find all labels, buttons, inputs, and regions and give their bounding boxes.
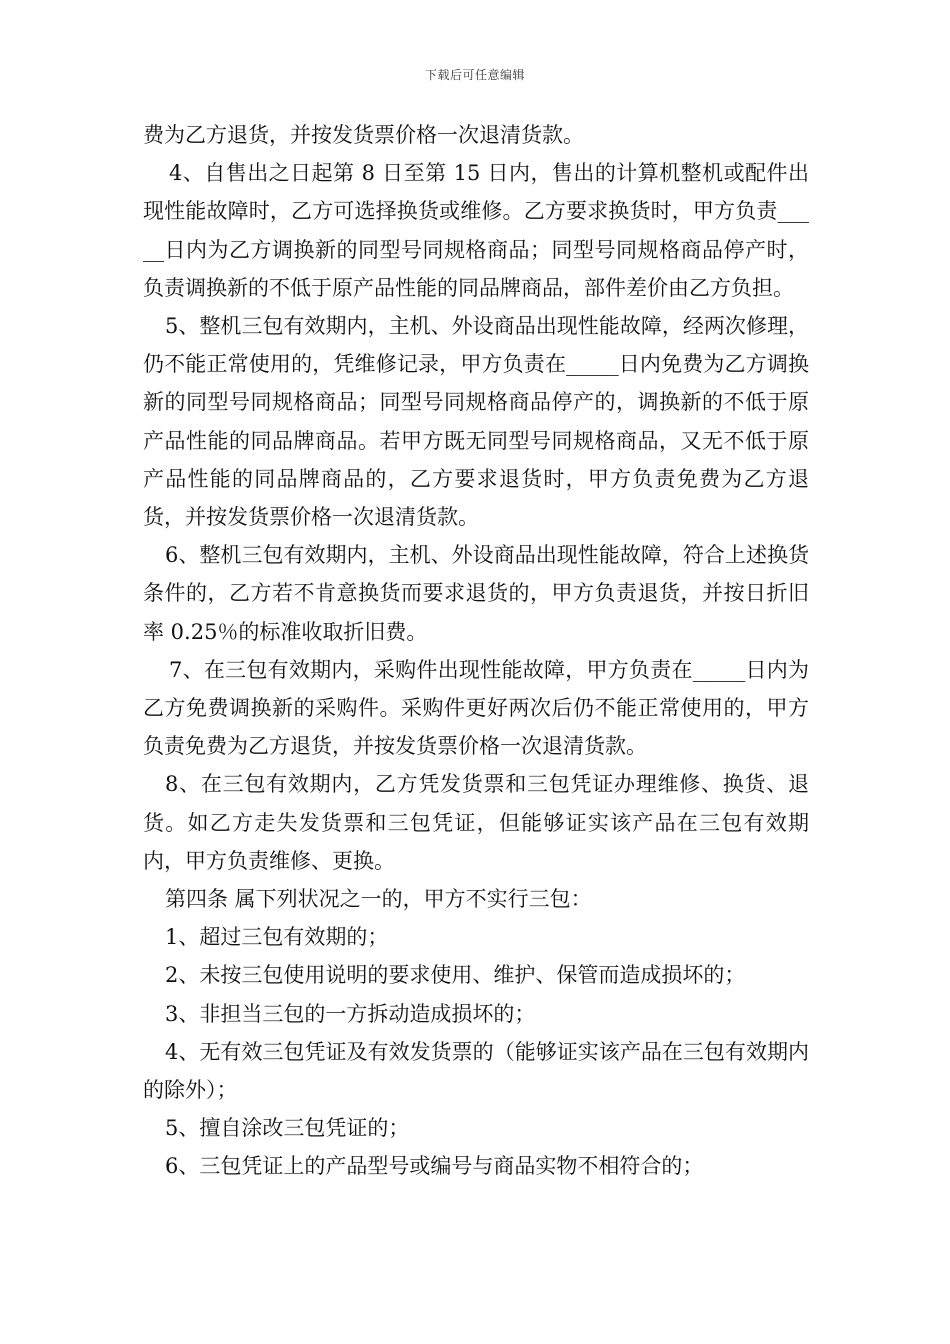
list-item-6: 6、三包凭证上的产品型号或编号与商品实物不相符合的； (165, 1154, 704, 1179)
article-4-heading: 第四条 属下列状况之一的，甲方不实行三包： (165, 887, 592, 912)
paragraph-clause-7: 7、在三包有效期内，采购件出现性能故障，甲方负责在_____日内为乙方免费调换新的采购件。采购件更好两次后仍不能正常使用的，甲方负责免费为乙方退货，并按发货票价格一次退清货款。 (143, 657, 809, 759)
list-item-3: 3、非担当三包的一方拆动造成损坏的； (165, 1001, 536, 1026)
paragraph-clause-5: 5、整机三包有效期内，主机、外设商品出现性能故障，经两次修理，仍不能正常使用的，凭维修记录，甲方负责在_____日内免费为乙方调换新的同型号同规格商品；同型号同规格商品停产的，调换新的不低于原产品性能的同品牌商品。若甲方既无同型号同规格商品，又无不低于原产品性能的同品牌商品的，乙方要求退货时，甲方负责免费为乙方退货，并按发货票价格一次退清货款。 (143, 314, 809, 530)
paragraph-clause-6: 6、整机三包有效期内，主机、外设商品出现性能故障，符合上述换货条件的，乙方若不肯意换货而要求退货的，甲方负责退货，并按日折旧率 0.25％的标准收取折旧费。 (143, 543, 809, 644)
page-header: 下载后可任意编辑 (424, 68, 525, 82)
list-item-4: 4、无有效三包凭证及有效发货票的（能够证实该产品在三包有效期内的除外）； (143, 1039, 809, 1103)
document-body (143, 116, 809, 1186)
list-item-2: 2、未按三包使用说明的要求使用、维护、保管而造成损坏的； (165, 963, 746, 988)
list-item-1: 1、超过三包有效期的； (165, 925, 389, 950)
paragraph-1: 费为乙方退货，并按发货票价格一次退清货款。 (143, 123, 584, 147)
list-item-5: 5、擅自涂改三包凭证的； (165, 1116, 410, 1141)
paragraph-clause-8: 8、在三包有效期内，乙方凭发货票和三包凭证办理维修、换货、退货。如乙方走失发货票和三包凭证，但能够证实该产品在三包有效期内，甲方负责维修、更换。 (143, 772, 809, 873)
paragraph-clause-4: 4、自售出之日起第 8 日至第 15 日内，售出的计算机整机或配件出现性能故障时，乙方可选择换货或维修。乙方要求换货时，甲方负责_____日内为乙方调换新的同型号同规格商品；同型号同规格商品停产时，负责调换新的不低于原产品性能的同品牌商品，部件差价由乙方负担。 (143, 161, 809, 300)
